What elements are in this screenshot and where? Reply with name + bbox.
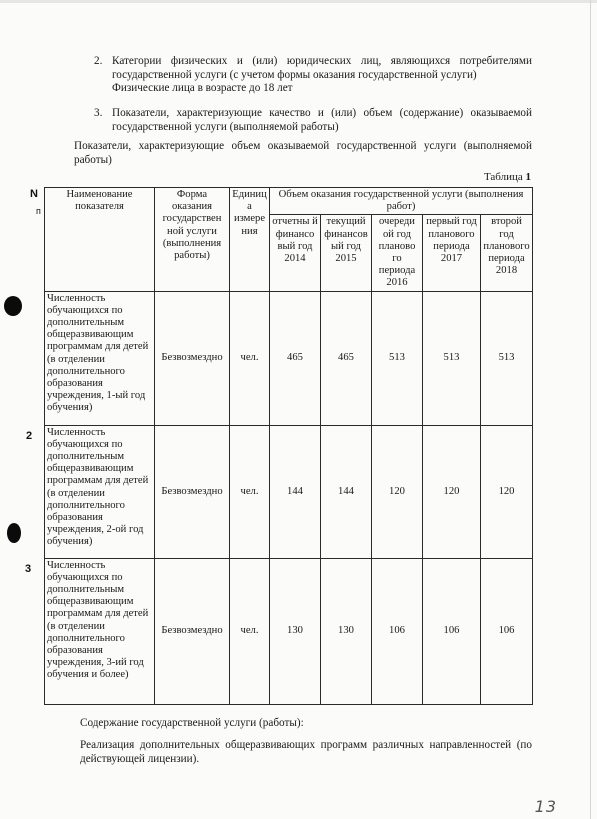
margin-mark-2: 2 xyxy=(26,430,33,442)
section-3-text: Показатели, характеризующие качество и (или) объем (содержание) оказываемой государственной услуги (выполняемой работы) xyxy=(112,107,532,133)
row-name: Численность обучающихся по дополнительным общеразвивающим программам для детей (в отделении дополнительного образования учреждения, 1-ый год обучения) xyxy=(45,291,155,425)
section-3 xyxy=(94,107,532,134)
table-row xyxy=(45,558,533,704)
row-value-2016: 513 xyxy=(372,291,423,425)
row-value-2017: 106 xyxy=(423,558,481,704)
row-value-2014: 130 xyxy=(270,558,321,704)
row-unit: чел. xyxy=(230,558,270,704)
row-value-2015: 465 xyxy=(321,291,372,425)
row-form: Безвозмездно xyxy=(155,425,230,558)
content-heading: Содержание государственной услуги (работы): xyxy=(80,717,304,729)
page-number: 13 xyxy=(534,797,557,816)
margin-mark-n: N xyxy=(30,188,38,200)
header-year-2016: очереди ой год планово го периода 2016 xyxy=(372,215,423,291)
header-year-2014: отчетны й финансо вый год 2014 xyxy=(270,215,321,291)
table-caption xyxy=(484,171,531,183)
row-value-2017: 513 xyxy=(423,291,481,425)
row-unit: чел. xyxy=(230,425,270,558)
section-3-number: 3. xyxy=(94,107,103,119)
header-name: Наименование показателя xyxy=(45,188,155,292)
row-form: Безвозмездно xyxy=(155,291,230,425)
table-caption-number: 1 xyxy=(525,171,531,183)
punch-hole-middle xyxy=(7,523,21,543)
row-form: Безвозмездно xyxy=(155,558,230,704)
row-name: Численность обучающихся по дополнительным общеразвивающим программам для детей (в отделении дополнительного образования учреждения, 2-ой год обучения) xyxy=(45,425,155,558)
section-2 xyxy=(94,55,532,96)
margin-mark-n-sub: п xyxy=(36,206,41,216)
header-volume-group: Объем оказания государственной услуги (выполнения работ) xyxy=(270,188,533,215)
section-2-number: 2. xyxy=(94,55,103,67)
header-year-2017: первый год планового периода 2017 xyxy=(423,215,481,291)
row-value-2018: 106 xyxy=(481,558,533,704)
page-top-edge xyxy=(0,0,597,3)
row-value-2015: 144 xyxy=(321,425,372,558)
margin-mark-3: 3 xyxy=(25,563,32,575)
punch-hole-top xyxy=(4,296,22,316)
row-value-2015: 130 xyxy=(321,558,372,704)
header-year-2018: второй год планового периода 2018 xyxy=(481,215,533,291)
content-text: Реализация дополнительных общеразвивающих программ различных направленностей (по действующей лицензии). xyxy=(80,739,532,765)
volume-table xyxy=(44,187,533,705)
header-form: Форма оказания государствен ной услуги (выполнения работы) xyxy=(155,188,230,292)
row-name: Численность обучающихся по дополнительным общеразвивающим программам для детей (в отделении дополнительного образования учреждения, 3-ий год обучения и более) xyxy=(45,558,155,704)
volume-intro: Показатели, характеризующие объем оказываемой государственной услуги (выполняемой работы) xyxy=(74,140,532,166)
row-value-2018: 120 xyxy=(481,425,533,558)
row-value-2014: 144 xyxy=(270,425,321,558)
section-2-text: Категории физических и (или) юридических лиц, являющихся потребителями государственной услуги (с учетом формы оказания государственной услуги) xyxy=(112,55,532,81)
header-year-2015: текущий финансов ый год 2015 xyxy=(321,215,372,291)
row-value-2014: 465 xyxy=(270,291,321,425)
header-unit: Единиц а измере ния xyxy=(230,188,270,292)
row-unit: чел. xyxy=(230,291,270,425)
section-2-value: Физические лица в возрасте до 18 лет xyxy=(112,82,293,94)
table-caption-label: Таблица xyxy=(483,171,523,183)
row-value-2016: 120 xyxy=(372,425,423,558)
row-value-2018: 513 xyxy=(481,291,533,425)
table-row xyxy=(45,291,533,425)
row-value-2016: 106 xyxy=(372,558,423,704)
table-row xyxy=(45,425,533,558)
row-value-2017: 120 xyxy=(423,425,481,558)
page-right-edge xyxy=(590,0,591,819)
